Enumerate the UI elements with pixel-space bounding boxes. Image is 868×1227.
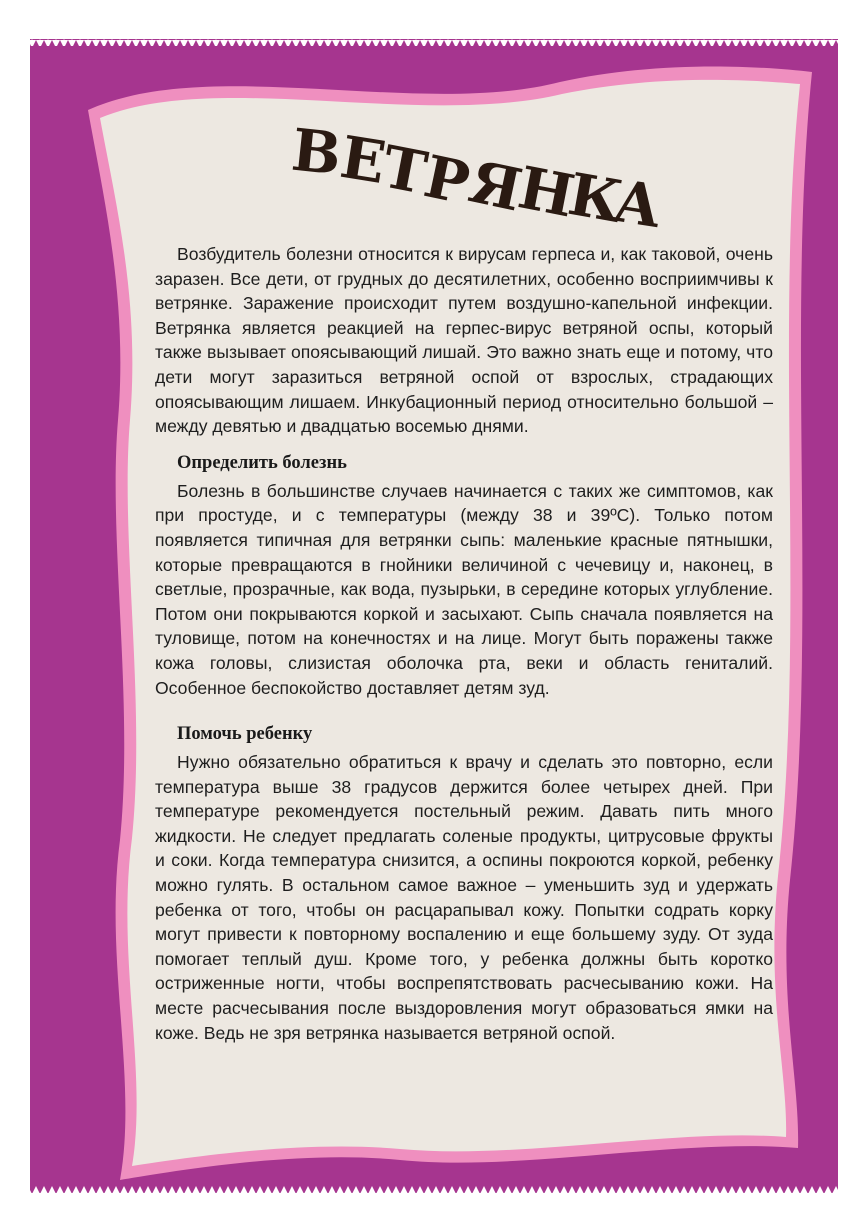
section-heading-diagnosis: Определить болезнь [177, 452, 347, 473]
title-letter: К [563, 159, 628, 237]
article-body [155, 242, 773, 1045]
pinked-top-edge [30, 39, 838, 47]
intro-paragraph: Возбудитель болезни относится к вирусам герпеса и, как таковой, очень заразен. Все дети, от грудных до десятилетних, особенно восприимчивы к ветрянке. Заражение происходит путем воздушно-капельной инфекции. Ветрянка является реакцией на герпес-вирус ветряной оспы, который также вызывает опоясывающий лишай. Это важно знать еще и потому, что дети могут заразиться ветряной оспой от взрослых, страдающих опоясывающим лишаем. Инкубационный период относительно большой – между девятью и двадцатью восемью днями. [155, 244, 773, 437]
section-heading-help: Помочь ребенку [177, 724, 313, 745]
diagnosis-paragraph: Болезнь в большинстве случаев начинается с таких же симптомов, как при простуде, и с температуры (между 38 и 39ºС). Только потом появляется типичная для ветрянки сыпь: маленькие красные пятнышки, которые превращаются в гнойники величиной с чечевицу и, наконец, в светлые, прозрачные, как вода, пузырьки, в середине которых углубление. Потом они покрываются коркой и засыхают. Сыпь сначала появляется на туловище, потом на конечностях и на лице. Могут быть поражены также кожа головы, слизистая оболочка рта, веки и область гениталий. Особенное беспокойство доставляет детям зуд. [155, 480, 773, 698]
title-letter: Н [513, 153, 580, 231]
pinked-bottom-edge [30, 1185, 838, 1193]
help-paragraph: Нужно обязательно обратиться к врачу и сделать это повторно, если температура выше 38 градусов держится более четырех дней. При температуре рекомендуется постельный режим. Давать пить много жидкости. Не следует предлагать соленые продукты, цитрусовые фрукты и соки. Когда температура снизится, а оспины покроются коркой, ребенку можно гулять. В остальном самое важное – уменьшить зуд и удержать ребенка от того, чтобы он расцарапывал кожу. Попытки содрать корку могут привести к повторному воспалению и еще большему зуду. От зуда помогает теплый душ. Кроме того, у ребенка должны быть коротко остриженные ногти, чтобы воспрепятствовать расчесыванию кожи. На месте расчесывания после выздоровления могут образоваться ямки на коже. Ведь не зря ветрянка называется ветряной оспой. [155, 752, 773, 1043]
title-letter: В [288, 115, 345, 189]
title-letter: Я [463, 147, 528, 225]
title-letter: Е [335, 122, 391, 198]
title-letter: А [608, 166, 667, 242]
title-letter: Т [376, 132, 433, 208]
title-letter: Р [418, 142, 476, 218]
